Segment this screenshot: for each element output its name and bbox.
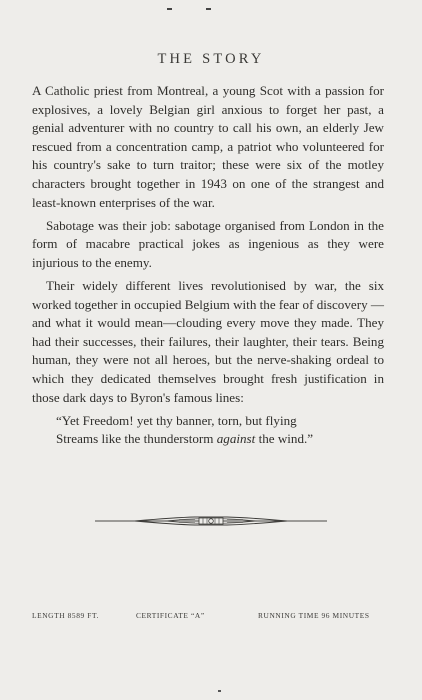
quote-line-2-end: the wind.” [255,431,314,447]
film-running-time: RUNNING TIME 96 MINUTES [258,611,370,620]
story-text [32,82,384,449]
story-paragraph-2: Sabotage was their job: sabotage organised from London in the form of macabre practical jokes as ingenious as they were injurious to the enemy. [32,217,384,270]
top-print-mark-left [167,8,172,10]
page-title: THE STORY [157,51,265,67]
quote-emphasis: against [216,431,256,447]
quote-line-1: “Yet Freedom! yet thy banner, torn, but flying [56,412,297,428]
top-print-mark-right [206,8,211,10]
byron-quote [32,412,384,449]
story-paragraph-3: Their widely different lives revolutionised by war, the six worked together in occupied Belgium with the fear of discovery —and what it would mean—clouding every move they made. They had their successes, their failures, their laughter, their tears. Being human, they were not all heroes, but the nerve-shaking ordeal to which they dedicated themselves brought fresh justification in those dark days to Byron's famous lines: [32,277,384,405]
ornamental-divider-icon [95,511,327,531]
quote-line-2-start: Streams like the thunderstorm [56,431,217,447]
film-certificate: CERTIFICATE “A” [136,611,205,620]
quote-line-2 [56,430,384,449]
story-paragraph-1: A Catholic priest from Montreal, a young Scot with a passion for explosives, a lovely Belgian girl anxious to forget her past, a genial adventurer with no country to call his own, an elderly Jew rescued from a concentration camp, a patriot who volunteered for his country's sake to turn traitor; these were six of the motley characters brought together in 1943 on one of the strangest and least-known enterprises of the war. [32,83,384,210]
film-length: LENGTH 8589 FT. [32,611,99,620]
bottom-print-mark [218,690,221,692]
